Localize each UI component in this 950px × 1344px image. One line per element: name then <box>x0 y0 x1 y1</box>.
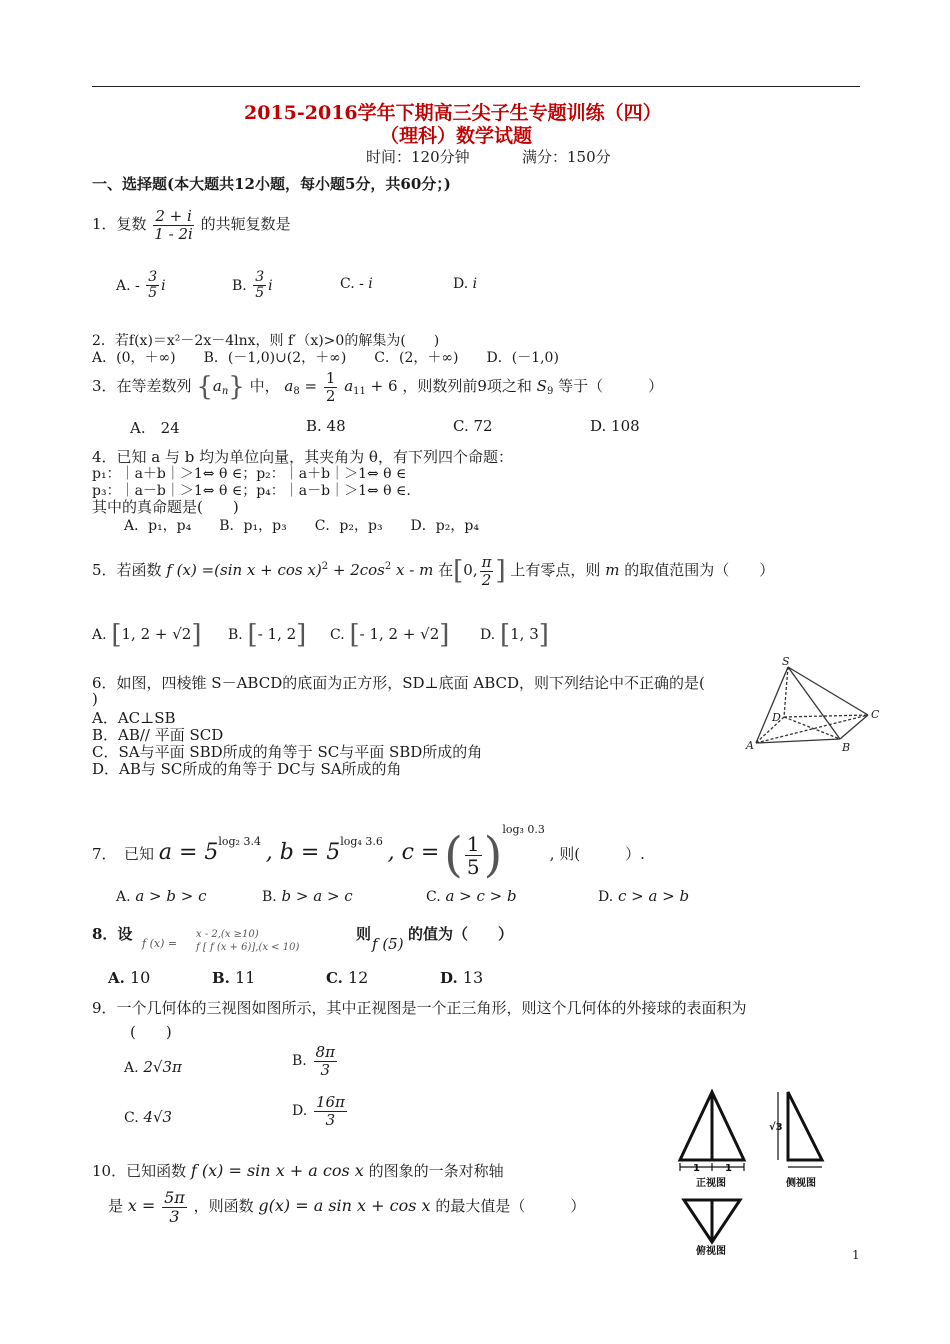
q4-props-line1: p₁：｜a＋b｜＞1⇔ θ ∈；p₂：｜a＋b｜＞1⇔ θ ∈ <box>92 466 407 482</box>
q5-c-rb: ] <box>439 620 450 650</box>
q8-option-a <box>108 968 150 987</box>
q9-d-den: 3 <box>325 1110 336 1129</box>
q2-options: A．(0，＋∞) B．(－1,0)∪(2，＋∞) C．(2，＋∞) D．(－1,0) <box>92 350 559 366</box>
question-5 <box>92 542 774 596</box>
fig-label-d: D <box>772 711 781 724</box>
q8-piece2: f [ f (x + 6)],(x < 10) <box>196 942 300 953</box>
question-4: 4．已知 a 与 b 均为单位向量，其夹角为 θ，有下列四个命题： <box>92 448 513 466</box>
q4-ask: 其中的真命题是( ) <box>92 498 239 516</box>
q8-fx: f (x) = <box>142 937 178 950</box>
q10-prefix: 10．已知函数 <box>92 1162 187 1180</box>
question-10 <box>92 1160 504 1181</box>
q8-f5: f (5) <box>372 935 404 953</box>
q5-option-d <box>480 620 549 650</box>
q3-middle: 中， <box>249 377 280 395</box>
q1-fraction <box>153 208 193 242</box>
q9-b-frac <box>314 1044 337 1078</box>
q8-a-label: A. <box>108 969 125 987</box>
q9-b-den: 3 <box>320 1060 330 1079</box>
q3-a11: a <box>344 377 354 395</box>
q7-exp-a: log₂ 3.4 <box>218 835 261 848</box>
q3-half-num: 1 <box>325 369 336 387</box>
time-label: 时间：120分钟 <box>366 148 470 166</box>
q8-option-b <box>212 968 255 987</box>
q3-seq-sub: n <box>221 386 229 397</box>
fig-label-b: B <box>842 741 851 754</box>
q9-c-label: C. <box>124 1110 139 1126</box>
q5-sup2: 2 <box>384 561 392 572</box>
q5-b-value: - 1, 2 <box>257 625 297 643</box>
q3-option-a: A. 24 <box>130 419 180 437</box>
q8-suffix: 的值为（ ） <box>408 925 514 943</box>
q7-prefix: 7． 已知 <box>92 845 155 863</box>
q3-right-brace: } <box>228 372 245 402</box>
q3-prefix: 3．在等差数列 <box>92 377 192 395</box>
q1-b-frac <box>253 270 266 302</box>
q1-option-c <box>340 276 373 292</box>
q5-interval-start: 0, <box>463 561 478 579</box>
q1-d-value: i <box>472 276 478 292</box>
pyramid-figure <box>740 655 890 760</box>
q9-d-frac <box>314 1094 347 1128</box>
q7-b-label: B. <box>262 889 277 905</box>
q10-stem-c: ，则函数 <box>193 1197 254 1215</box>
q8-d-label: D. <box>440 969 458 987</box>
q3-eq: = <box>304 377 318 395</box>
q7-expr-c: , c = <box>387 840 440 865</box>
q7-frac-num: 1 <box>466 831 480 856</box>
fig-front-label: 正视图 <box>696 1178 726 1189</box>
q9-option-d <box>292 1094 349 1128</box>
q5-pi: π <box>481 553 492 571</box>
q1-a-den: 5 <box>148 285 158 302</box>
q10-num: 5π <box>164 1187 185 1207</box>
q1-prefix: 1．复数 <box>92 215 147 233</box>
question-9: 9．一个几何体的三视图如图所示，其中正视图是一个正三角形，则这个几何体的外接球的表面积为 <box>92 999 747 1017</box>
q7-a-label: A. <box>116 889 131 905</box>
q10-is: 是 <box>108 1197 124 1215</box>
q9-option-b <box>292 1044 339 1078</box>
question-8-prefix: 8．设 <box>92 925 133 943</box>
q1-b-i: i <box>268 277 273 294</box>
q5-b-lb: [ <box>247 620 258 650</box>
q5-suffix: 的取值范围为（ ） <box>624 561 775 579</box>
q5-option-a <box>92 620 202 650</box>
q3-plus6: + 6 <box>370 377 398 395</box>
q1-b-num: 3 <box>255 269 265 285</box>
q5-zero: 上有零点，则 <box>510 561 601 579</box>
q5-d-rb: ] <box>538 620 549 650</box>
q3-then: ，则数列前9项之和 <box>402 377 532 395</box>
q5-sup: 2 <box>321 561 329 572</box>
q8-b-value: 11 <box>235 968 256 987</box>
q3-a8: a <box>284 377 294 395</box>
q9-b-num: 8π <box>315 1043 335 1061</box>
q7-option-d <box>598 887 689 905</box>
section-heading: 一、选择题(本大题共12小题，每小题5分，共60分；) <box>92 175 451 193</box>
question-3 <box>92 370 663 408</box>
page-title: 2015-2016学年下期高三尖子生专题训练（四） <box>244 102 662 124</box>
q1-c-label: C. <box>340 276 355 292</box>
q8-c-label: C. <box>326 969 343 987</box>
q7-c-value: a > c > b <box>445 887 517 905</box>
question-6: 6．如图，四棱锥 S－ABCD的底面为正方形，SD⊥底面 ABCD，则下列结论中不正确的是( <box>92 674 705 692</box>
fig-dim-1a: 1 <box>693 1163 700 1174</box>
q3-half-den: 2 <box>325 386 336 405</box>
q1-a-num: 3 <box>148 269 158 285</box>
q3-option-b: B. 48 <box>306 417 346 435</box>
q9-paren: ( ) <box>130 1023 172 1041</box>
q5-two: 2 <box>481 570 492 589</box>
q1-frac-num: 2 + i <box>155 207 192 225</box>
q10-stem-d: 的最大值是（ ） <box>435 1197 586 1215</box>
q6-option-a: A．AC⊥SB <box>92 709 176 727</box>
q7-d-value: c > a > b <box>617 887 690 905</box>
q5-func-b: + 2cos <box>332 561 385 579</box>
q9-d-num: 16π <box>315 1093 345 1111</box>
fig-label-a: A <box>746 739 754 752</box>
q5-b-label: B. <box>228 627 243 643</box>
q5-a-value: 1, 2 + √2 <box>121 625 192 643</box>
q1-a-i: i <box>161 277 166 294</box>
q8-then: 则 <box>356 925 372 943</box>
q5-d-lb: [ <box>499 620 511 650</box>
q7-option-a <box>116 887 207 905</box>
q5-right-bracket: ] <box>495 556 506 586</box>
q3-s9: S <box>536 377 547 395</box>
q6-option-b: B．AB// 平面 SCD <box>92 726 224 744</box>
q6-option-c: C．SA与平面 SBD所成的角等于 SC与平面 SBD所成的角 <box>92 743 483 761</box>
q5-b-rb: ] <box>296 620 307 650</box>
q7-fifth <box>465 833 482 878</box>
q8-piece1: x - 2,(x ≥10) <box>196 929 259 940</box>
q8-d-value: 13 <box>462 968 484 987</box>
q9-a-label: A. <box>124 1060 139 1076</box>
q9-d-label: D. <box>292 1103 308 1119</box>
page-number: 1 <box>852 1248 860 1262</box>
header-rule <box>92 86 860 87</box>
q1-a-sign: - <box>135 277 140 294</box>
q4-options: A．p₁，p₄ B．p₁，p₃ C．p₂，p₃ D．p₂，p₄ <box>124 518 479 534</box>
q5-m: m <box>605 561 620 579</box>
q3-half <box>324 370 338 404</box>
fig-dim-1b: 1 <box>725 1163 732 1174</box>
question-7 <box>92 800 645 885</box>
q5-c-value: - 1, 2 + √2 <box>359 625 440 643</box>
q3-suffix: 等于（ ） <box>558 377 664 395</box>
q10-line2 <box>108 1184 585 1228</box>
q9-option-c <box>124 1108 172 1126</box>
q10-x-eq: x = <box>127 1196 156 1215</box>
q6-paren-close: ) <box>92 690 98 708</box>
q7-option-b <box>262 887 353 905</box>
q3-a11-sub: 11 <box>353 386 366 397</box>
q5-a-lb: [ <box>111 620 122 650</box>
q7-option-c <box>426 887 517 905</box>
fig-label-c: C <box>871 708 880 721</box>
q3-option-c: C. 72 <box>453 417 493 435</box>
fig-label-s: S <box>782 655 790 668</box>
q3-seq: a <box>212 377 222 395</box>
q5-c-lb: [ <box>349 620 360 650</box>
q1-option-d <box>453 276 477 292</box>
three-view-figure <box>660 1076 840 1256</box>
q9-option-a <box>124 1058 182 1076</box>
q5-left-bracket: [ <box>453 556 464 586</box>
q4-props-line2: p₃：｜a－b｜＞1⇔ θ ∈；p₄：｜a－b｜＞1⇔ θ ∈. <box>92 483 411 499</box>
q8-option-d <box>440 968 483 987</box>
fig-top-label: 俯视图 <box>696 1246 726 1256</box>
q5-option-c <box>330 620 449 650</box>
q5-prefix: 5．若函数 <box>92 561 162 579</box>
q5-c-label: C. <box>330 627 345 643</box>
q10-frac <box>162 1189 187 1225</box>
q1-suffix: 的共轭复数是 <box>200 215 291 233</box>
q1-option-a <box>116 270 166 302</box>
q7-rp: ) <box>483 827 503 883</box>
q8-c-value: 12 <box>348 968 369 987</box>
q5-func: f (x) =(sin x + cos x) <box>166 561 322 579</box>
q1-a-label: A. <box>116 277 131 294</box>
q3-a8-sub: 8 <box>293 386 300 397</box>
q10-g: g(x) = a sin x + cos x <box>258 1196 431 1215</box>
q7-expr-b: , b = 5 <box>265 840 341 865</box>
q8-a-value: 10 <box>129 968 151 987</box>
q10-func: f (x) = sin x + a cos x <box>190 1161 364 1180</box>
q1-d-label: D. <box>453 276 469 292</box>
q3-s9-sub: 9 <box>546 386 554 397</box>
fig-sqrt3: √3 <box>769 1122 783 1133</box>
q8-option-c <box>326 968 368 987</box>
q7-a-value: a > b > c <box>135 887 207 905</box>
q1-b-label: B. <box>232 277 247 294</box>
q9-a-value: 2√3π <box>143 1058 182 1076</box>
q7-exp-b: log₄ 3.6 <box>340 835 383 848</box>
q6-option-d: D．AB与 SC所成的角等于 DC与 SA所成的角 <box>92 760 402 778</box>
q7-b-value: b > a > c <box>281 887 353 905</box>
q3-left-brace: { <box>196 372 213 402</box>
q8-b-label: B. <box>212 969 230 987</box>
q5-func-c: x - m <box>396 561 434 579</box>
q1-frac-den: 1 - 2i <box>154 224 193 243</box>
q5-d-value: 1, 3 <box>510 625 539 643</box>
q1-a-frac <box>146 270 159 302</box>
q7-frac-den: 5 <box>466 854 480 879</box>
q5-option-b <box>228 620 306 650</box>
q1-c-value: - i <box>359 276 373 292</box>
q1-option-b <box>232 270 273 302</box>
q7-then: , 则( ）. <box>549 845 645 863</box>
q7-d-label: D. <box>598 889 614 905</box>
q10-den: 3 <box>169 1206 180 1226</box>
q7-lp: ( <box>444 827 463 883</box>
q5-pi-half <box>480 554 494 588</box>
q5-on: 在 <box>438 561 454 579</box>
page-subtitle: （理科）数学试题 <box>380 125 533 147</box>
q3-option-d: D. 108 <box>590 417 640 435</box>
q9-b-label: B. <box>292 1053 307 1069</box>
q1-b-den: 5 <box>255 285 265 302</box>
score-label: 满分：150分 <box>522 148 611 166</box>
q7-c-label: C. <box>426 889 441 905</box>
question-1 <box>92 208 291 242</box>
q5-a-label: A. <box>92 627 107 643</box>
q7-expr-a: a = 5 <box>158 840 219 865</box>
fig-side-label: 侧视图 <box>786 1178 816 1189</box>
q5-a-rb: ] <box>191 620 202 650</box>
q5-d-label: D. <box>480 627 496 643</box>
question-2: 2．若f(x)＝x²－2x－4lnx，则 f′（x)>0的解集为( ) <box>92 333 440 349</box>
q10-stem-b: 的图象的一条对称轴 <box>368 1162 504 1180</box>
q9-c-value: 4√3 <box>143 1108 173 1126</box>
q7-exp-c: log₃ 0.3 <box>502 823 545 836</box>
